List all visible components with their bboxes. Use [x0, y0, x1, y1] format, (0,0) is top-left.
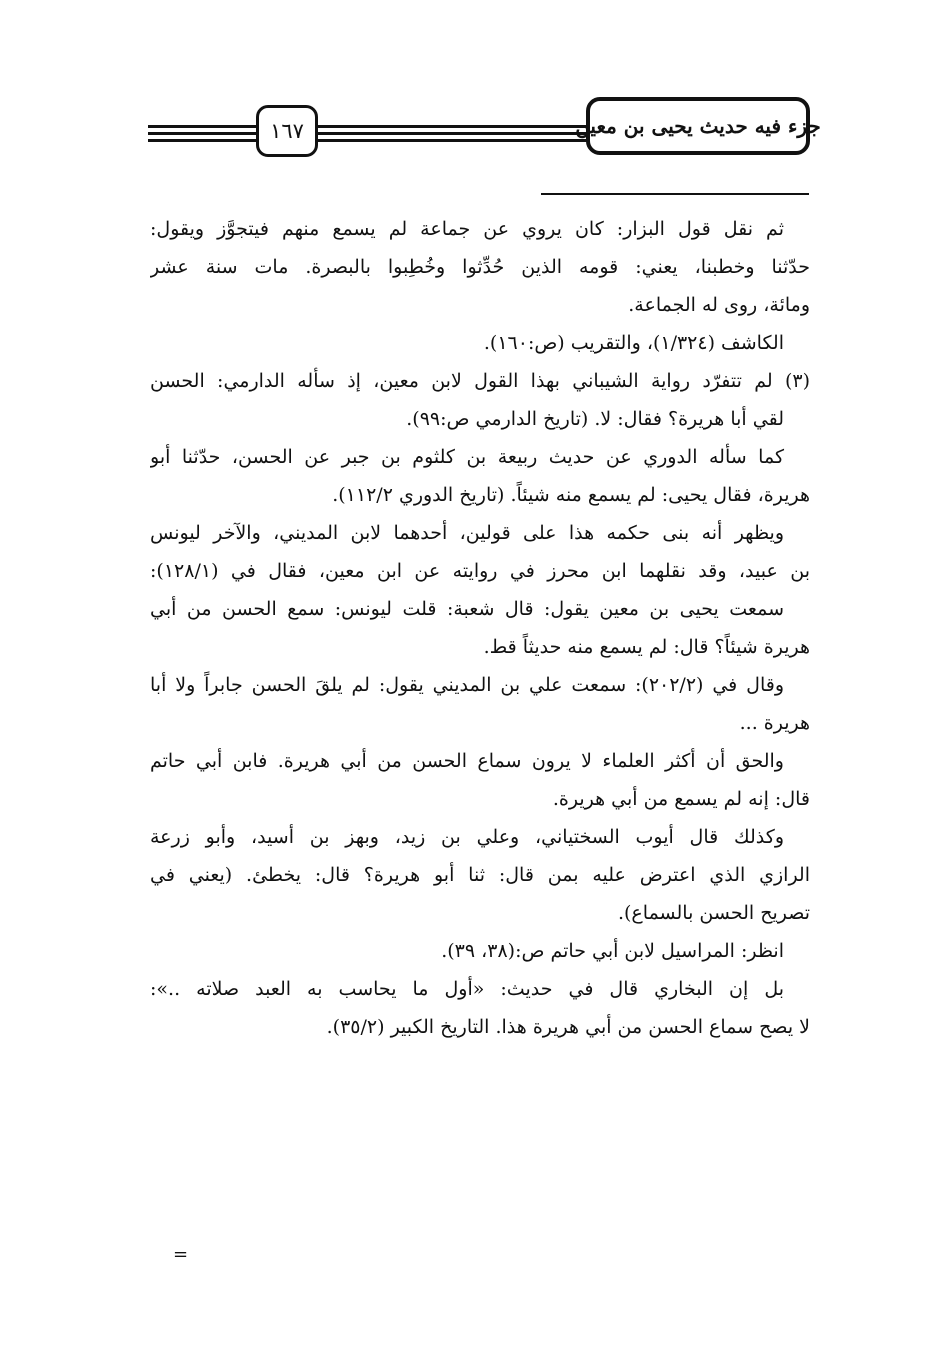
- header-rule-bottom: [148, 139, 588, 142]
- footnote-line: ويظهر أنه بنى حكمه هذا على قولين، أحدهما لابن المديني، والآخر ليونس: [150, 522, 784, 544]
- footnote-line: الرازي الذي اعترض عليه بمن قال: ثنا أبو هريرة؟ قال: يخطئ. (يعني في: [150, 864, 810, 886]
- footnote-line: ومائة، روى له الجماعة.: [628, 294, 810, 316]
- footnote-line: ثم نقل قول البزار: كان يروي عن جماعة لم يسمع منهم فيتجوَّز ويقول:: [150, 218, 784, 240]
- page-number-box: [256, 105, 318, 157]
- page-number: ١٦٧: [270, 119, 304, 143]
- header-rule-top: [148, 125, 588, 128]
- book-title: جزء فيه حديث يحيى بن معين: [575, 114, 821, 138]
- footnote-line: بل إن البخاري قال في حديث: «أول ما يحاسب به العبد صلاته ..»:: [150, 978, 784, 1000]
- footnote-line: هريرة ...: [739, 712, 810, 734]
- footnote-line: وقال في (٢٠٢/٢): سمعت علي بن المديني يقول: لم يلقَ الحسن جابراً ولا أبا: [150, 674, 784, 696]
- footnote-line: وكذلك قال أيوب السختياني، وعلي بن زيد، وبهز بن أسيد، وأبو زرعة: [150, 826, 784, 848]
- footnote-line: والحق أن أكثر العلماء لا يرون سماع الحسن من أبي هريرة. فابن أبي حاتم: [150, 750, 784, 772]
- footnote-line: لقي أبا هريرة؟ فقال: لا. (تاريخ الدارمي ص:٩٩).: [406, 408, 784, 430]
- footnote-line: قال: إنه لم يسمع من أبي هريرة.: [552, 788, 810, 810]
- footnote-line: الكاشف (١/٣٢٤)، والتقريب (ص:١٦٠).: [483, 332, 784, 354]
- page-header: [0, 0, 945, 200]
- footnote-line: هريرة شيئاً؟ قال: لم يسمع منه حديثاً قط.: [483, 636, 810, 658]
- footnote-line: بن عبيد، وقد نقلهما ابن محرز في روايته عن ابن معين، فقال في (١٢٨/١):: [150, 560, 810, 582]
- footnote-line: هريرة، فقال يحيى: لم يسمع منه شيئاً. (تاريخ الدوري ١١٢/٢).: [332, 484, 810, 506]
- footnote-line: سمعت يحيى بن معين يقول: قال شعبة: قلت ليونس: سمع الحسن من أبي: [150, 598, 784, 620]
- footnote-line: كما سأله الدوري عن حديث ربيعة بن كلثوم بن جبر عن الحسن، حدّثنا أبو: [150, 446, 784, 468]
- continuation-mark: =: [173, 1244, 189, 1265]
- footnote-separator: [541, 193, 809, 195]
- footnote-line: حدّثنا وخطبنا، يعني: قومه الذين حُدِّثوا وخُطِبوا بالبصرة. مات سنة عشر: [150, 256, 810, 278]
- footnote-line: تصريح الحسن بالسماع).: [617, 902, 810, 924]
- footnote-line: انظر: المراسيل لابن أبي حاتم ص:(٣٨، ٣٩).: [441, 940, 784, 962]
- footnote-line: لا يصح سماع الحسن من أبي هريرة هذا. التاريخ الكبير (٣٥/٢).: [326, 1016, 810, 1038]
- footnote-line: (٣) لم تتفرّد رواية الشيباني بهذا القول لابن معين، إذ سأله الدارمي: الحسن: [150, 370, 810, 392]
- footnotes-body: [150, 210, 810, 1046]
- header-rule-middle: [148, 132, 588, 135]
- book-title-box: [575, 97, 821, 155]
